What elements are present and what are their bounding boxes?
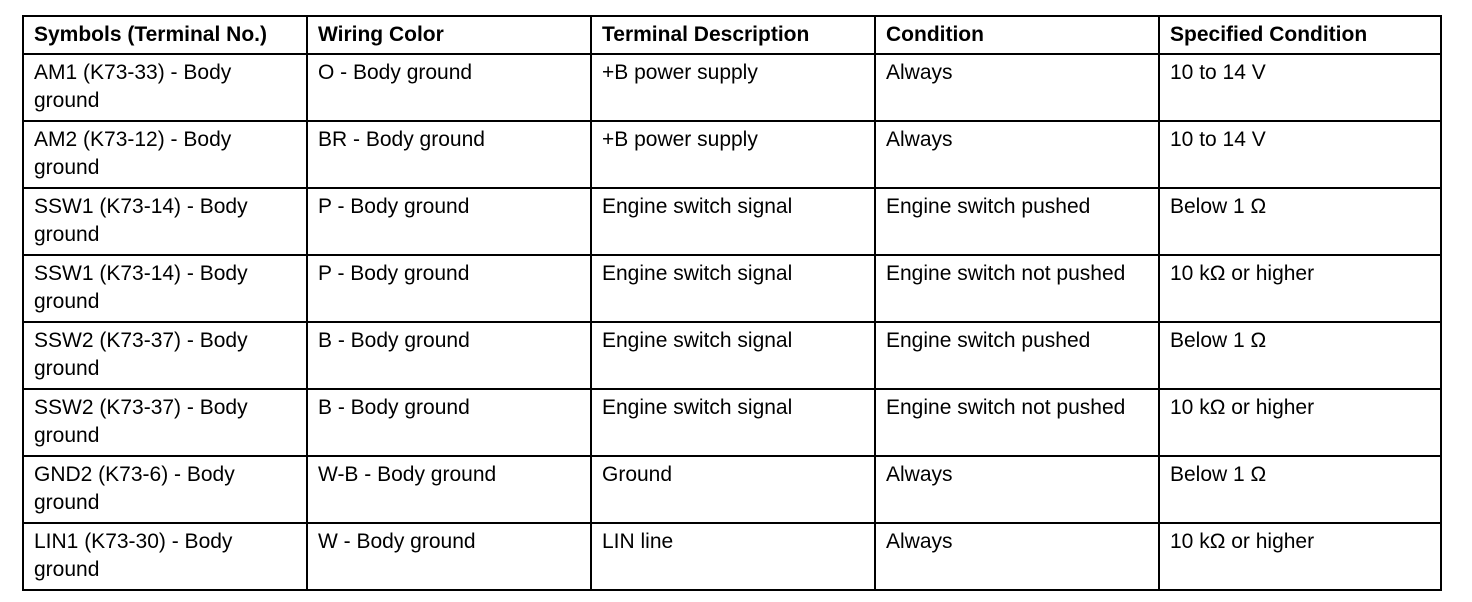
- cell-condition: Engine switch not pushed: [875, 255, 1159, 322]
- cell-symbol: GND2 (K73-6) - Body ground: [23, 456, 307, 523]
- header-condition: Condition: [875, 16, 1159, 54]
- cell-specified-condition: 10 kΩ or higher: [1159, 255, 1441, 322]
- table-header: [23, 16, 1441, 54]
- cell-symbol: SSW2 (K73-37) - Body ground: [23, 389, 307, 456]
- cell-condition: Always: [875, 523, 1159, 590]
- cell-specified-condition: Below 1 Ω: [1159, 322, 1441, 389]
- cell-wiring-color: O - Body ground: [307, 54, 591, 121]
- cell-specified-condition: Below 1 Ω: [1159, 188, 1441, 255]
- table-row: [23, 54, 1441, 121]
- cell-wiring-color: W - Body ground: [307, 523, 591, 590]
- cell-symbol: SSW2 (K73-37) - Body ground: [23, 322, 307, 389]
- cell-terminal-description: LIN line: [591, 523, 875, 590]
- cell-symbol: AM1 (K73-33) - Body ground: [23, 54, 307, 121]
- cell-condition: Engine switch pushed: [875, 322, 1159, 389]
- table-row: [23, 523, 1441, 590]
- cell-wiring-color: W-B - Body ground: [307, 456, 591, 523]
- cell-symbol: SSW1 (K73-14) - Body ground: [23, 255, 307, 322]
- cell-condition: Engine switch pushed: [875, 188, 1159, 255]
- terminal-spec-table: [22, 15, 1442, 591]
- cell-specified-condition: 10 kΩ or higher: [1159, 389, 1441, 456]
- cell-condition: Always: [875, 456, 1159, 523]
- cell-condition: Always: [875, 121, 1159, 188]
- cell-specified-condition: Below 1 Ω: [1159, 456, 1441, 523]
- cell-terminal-description: Engine switch signal: [591, 255, 875, 322]
- cell-wiring-color: B - Body ground: [307, 322, 591, 389]
- table-row: [23, 322, 1441, 389]
- table-row: [23, 456, 1441, 523]
- cell-symbol: SSW1 (K73-14) - Body ground: [23, 188, 307, 255]
- header-terminal-description: Terminal Description: [591, 16, 875, 54]
- header-specified-condition: Specified Condition: [1159, 16, 1441, 54]
- cell-condition: Always: [875, 54, 1159, 121]
- cell-specified-condition: 10 to 14 V: [1159, 54, 1441, 121]
- cell-specified-condition: 10 kΩ or higher: [1159, 523, 1441, 590]
- table-body: [23, 54, 1441, 590]
- cell-wiring-color: P - Body ground: [307, 188, 591, 255]
- cell-symbol: LIN1 (K73-30) - Body ground: [23, 523, 307, 590]
- header-symbols: Symbols (Terminal No.): [23, 16, 307, 54]
- cell-terminal-description: +B power supply: [591, 54, 875, 121]
- table-row: [23, 188, 1441, 255]
- cell-terminal-description: Ground: [591, 456, 875, 523]
- cell-wiring-color: P - Body ground: [307, 255, 591, 322]
- table-row: [23, 121, 1441, 188]
- cell-terminal-description: Engine switch signal: [591, 322, 875, 389]
- cell-condition: Engine switch not pushed: [875, 389, 1159, 456]
- cell-wiring-color: B - Body ground: [307, 389, 591, 456]
- table-row: [23, 255, 1441, 322]
- header-wiring-color: Wiring Color: [307, 16, 591, 54]
- cell-symbol: AM2 (K73-12) - Body ground: [23, 121, 307, 188]
- cell-wiring-color: BR - Body ground: [307, 121, 591, 188]
- cell-terminal-description: Engine switch signal: [591, 389, 875, 456]
- header-row: [23, 16, 1441, 54]
- cell-specified-condition: 10 to 14 V: [1159, 121, 1441, 188]
- cell-terminal-description: Engine switch signal: [591, 188, 875, 255]
- cell-terminal-description: +B power supply: [591, 121, 875, 188]
- table-row: [23, 389, 1441, 456]
